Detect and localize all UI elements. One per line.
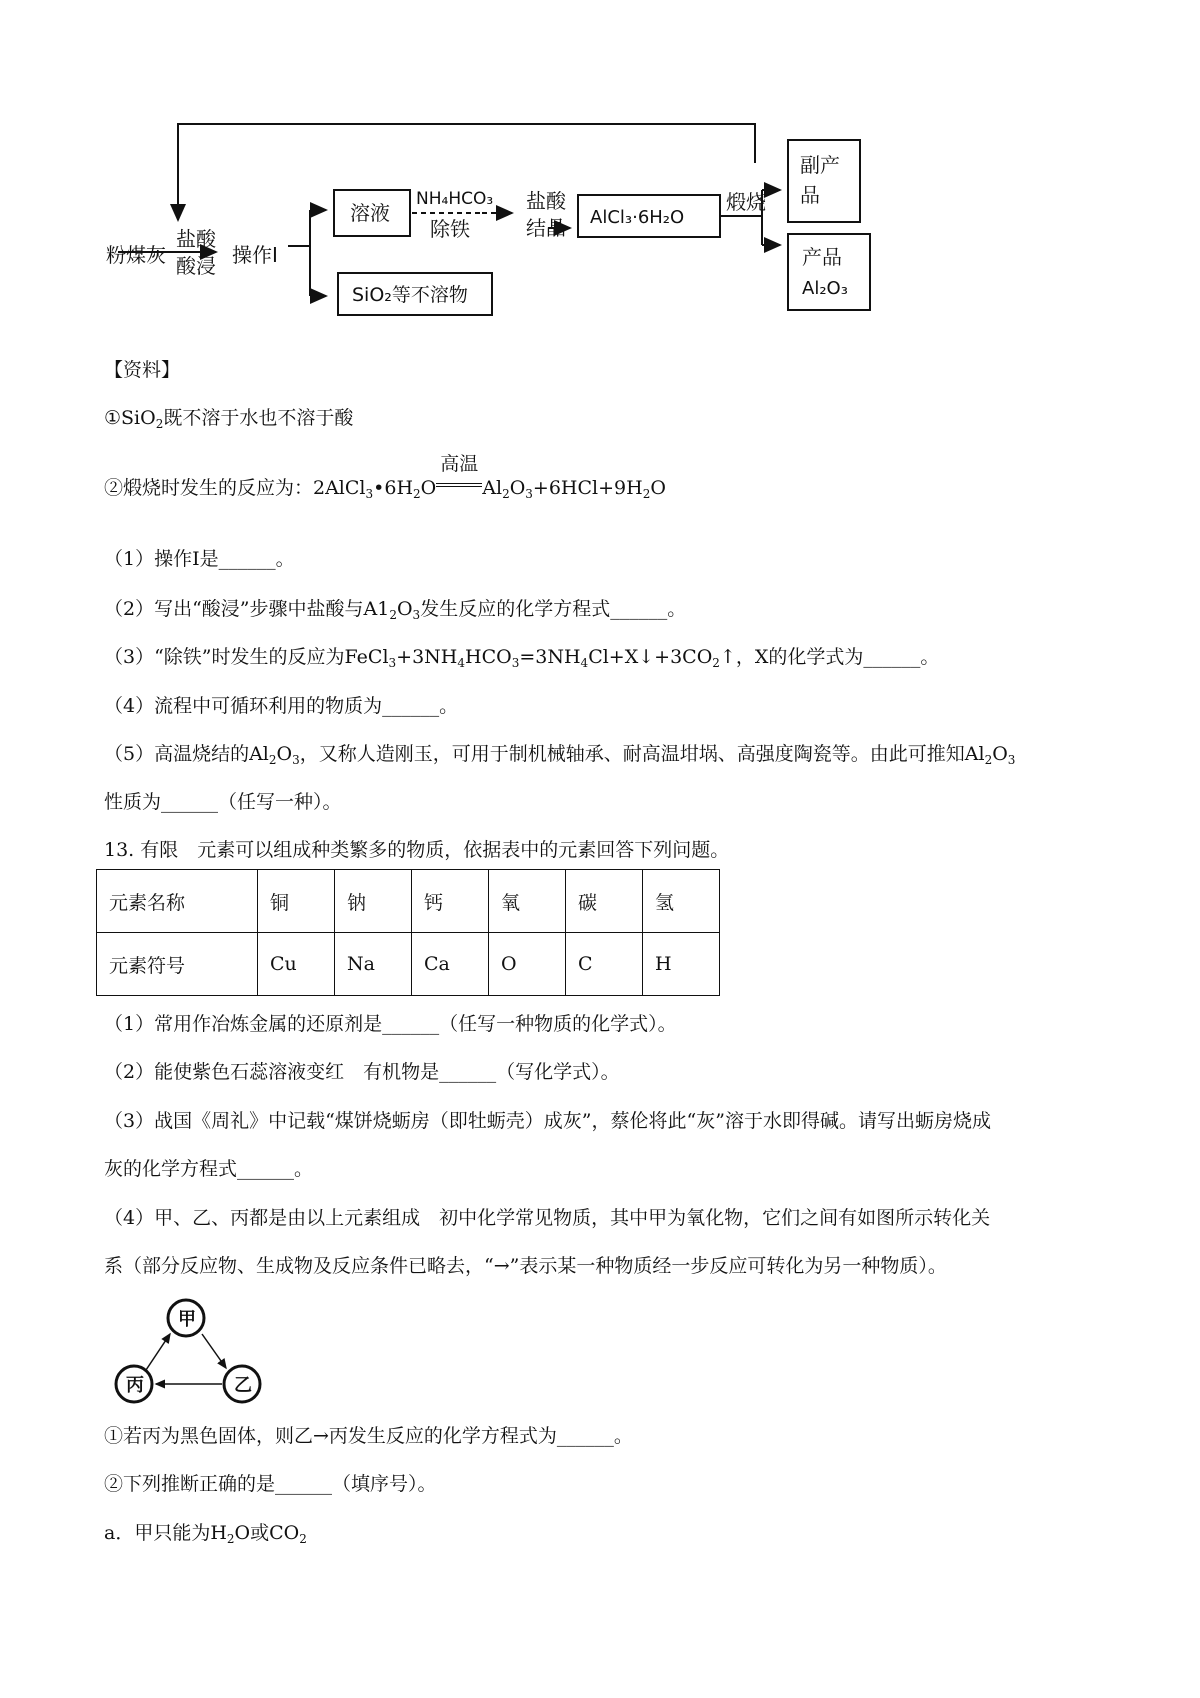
materials-item-2: ②煅烧时发生的反应为：$2AlCl_3•6H_2O$ 高温 $Al_2O_3+6HCl+9H_2O$ (104, 453, 666, 501)
table-cell: 碳 (566, 870, 643, 933)
flow-intermediate: AlCl₃·6H₂O (590, 207, 685, 228)
conversion-cycle-diagram (108, 1296, 278, 1406)
table-cell: H (643, 933, 720, 996)
node-yi-label: 乙 (234, 1375, 252, 1396)
question-2: （2）写出“酸浸”步骤中盐酸与$A1_2O_3$发生反应的化学方程式______。 (104, 598, 687, 622)
node-jia-label: 甲 (178, 1309, 196, 1330)
table-cell: 元素名称 (97, 870, 258, 933)
q13-sub-1: （1）常用作冶炼金属的还原剂是______（任写一种物质的化学式）。 (104, 1013, 677, 1035)
table-cell: 铜 (258, 870, 335, 933)
question-3: （3）“除铁”时发生的反应为$FeCl_3+3NH_4HCO_3=3NH_4Cl+X↓+3CO_2↑$，X的化学式为______。 (104, 646, 940, 670)
q13-sub-3-line-1: （3）战国《周礼》中记载“煤饼烧蛎房（即牡蛎壳）成灰”，蔡伦将此“灰”溶于水即得碱。请写出蛎房烧成 (104, 1110, 991, 1132)
table-cell: Cu (258, 933, 335, 996)
flow-raw: 粉煤灰 (106, 243, 166, 267)
flow-solution: 溶液 (350, 201, 390, 225)
q13-sub-3-line-2: 灰的化学方程式______。 (104, 1158, 314, 1180)
materials-item-1: ①SiO$_2$既不溶于水也不溶于酸 (104, 407, 354, 431)
materials-heading: 【资料】 (104, 359, 181, 381)
question-1: （1）操作Ⅰ是______。 (104, 548, 295, 570)
flow-acid-cryst-bottom: 结晶 (526, 216, 566, 240)
question-5-line-1: （5）高温烧结的$Al_2O_3$，又称人造刚玉，可用于制机械轴承、耐高温坩埚、高强度陶瓷等。由此可推知$Al_2O_3$ (104, 743, 1016, 767)
q13-sub-4-line-2: 系（部分反应物、生成物及反应条件已略去，“→”表示某一种物质经一步反应可转化为另一种物质）。 (104, 1255, 947, 1277)
flow-calcine: 煅烧 (726, 190, 766, 214)
flow-acid-bottom: 酸浸 (176, 254, 216, 278)
reaction-equals-sign: 高温 (436, 475, 482, 501)
q13-sub-4-line-1: （4）甲、乙、丙都是由以上元素组成 初中化学常见物质，其中甲为氧化物，它们之间有如图所示转化关 (104, 1207, 991, 1229)
table-cell: 钠 (335, 870, 412, 933)
flow-byproduct-2: 品 (800, 183, 820, 207)
process-flow-diagram (100, 110, 920, 335)
flow-product-1: 产品 (802, 245, 842, 269)
flow-acid-cryst-top: 盐酸 (526, 189, 566, 213)
table-cell: Na (335, 933, 412, 996)
table-row (97, 933, 720, 996)
q13-sub-2: （2）能使紫色石蕊溶液变红 有机物是______（写化学式）。 (104, 1061, 620, 1083)
table-cell: 元素符号 (97, 933, 258, 996)
table-cell: 钙 (412, 870, 489, 933)
table-cell: Ca (412, 933, 489, 996)
flow-acid-top: 盐酸 (176, 227, 216, 251)
flow-byproduct-1: 副产 (800, 153, 840, 177)
flow-remove-iron: 除铁 (430, 217, 470, 241)
q13-intro: 13. 有限 元素可以组成种类繁多的物质，依据表中的元素回答下列问题。 (104, 839, 730, 861)
flow-insoluble: SiO₂等不溶物 (352, 284, 468, 306)
q13-option-a: a．甲只能为$H_2O$或$CO_2$ (104, 1522, 307, 1546)
arrow-jia-to-yi (202, 1334, 226, 1368)
flow-op1: 操作I (232, 243, 278, 267)
q13-part-1: ①若丙为黑色固体，则乙→丙发生反应的化学方程式为______。 (104, 1425, 633, 1447)
table-cell: 氢 (643, 870, 720, 933)
arrow-bing-to-jia (146, 1334, 170, 1370)
table-cell: C (566, 933, 643, 996)
node-bing-label: 丙 (126, 1375, 144, 1396)
table-cell: 氧 (489, 870, 566, 933)
flow-reagent: NH₄HCO₃ (416, 189, 494, 209)
element-table (96, 869, 720, 996)
table-row (97, 870, 720, 933)
question-4: （4）流程中可循环利用的物质为______。 (104, 695, 459, 717)
flow-product-2: Al₂O₃ (802, 278, 848, 299)
q13-part-2: ②下列推断正确的是______（填序号）。 (104, 1473, 437, 1495)
question-5-line-2: 性质为______（任写一种）。 (104, 791, 342, 813)
table-cell: O (489, 933, 566, 996)
